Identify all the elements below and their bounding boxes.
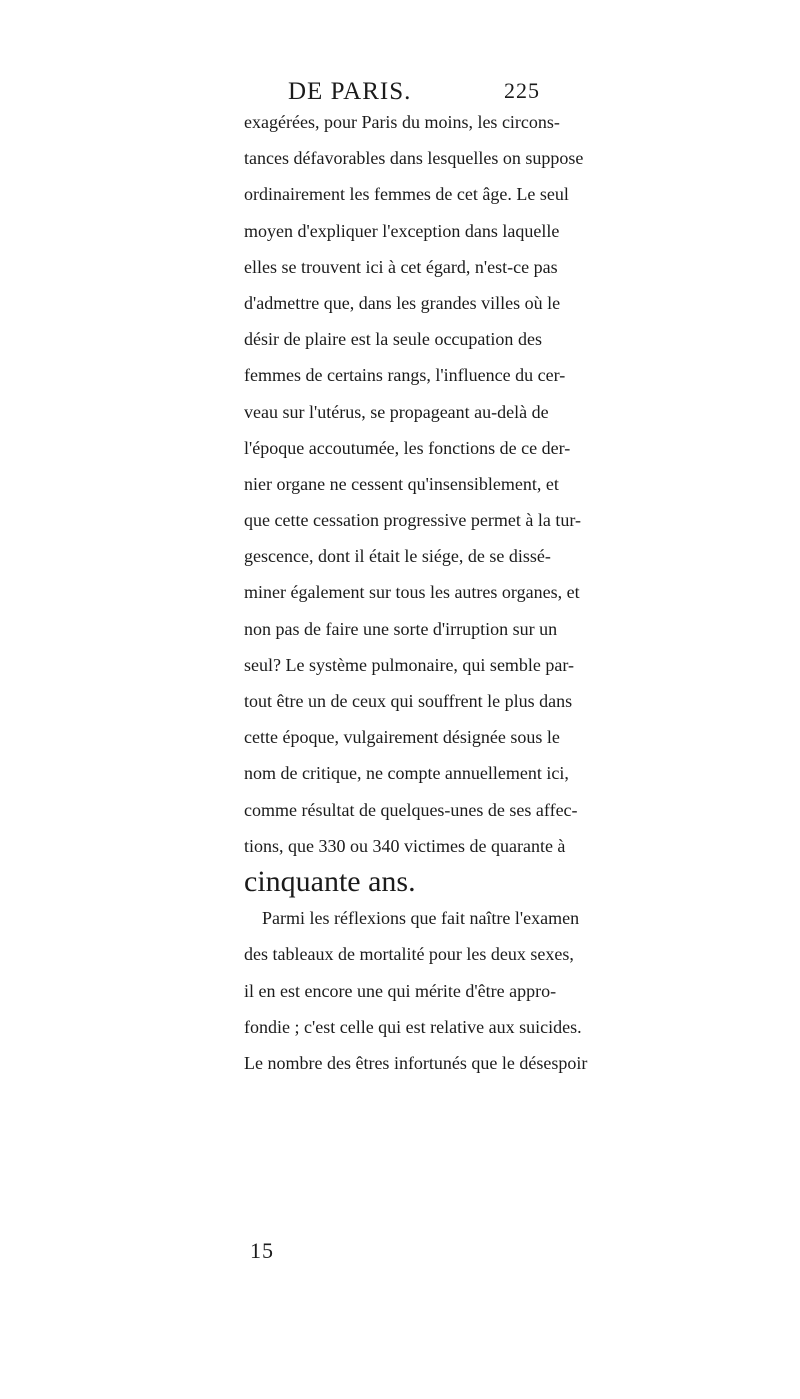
text-line: des tableaux de mortalité pour les deux sexes, — [244, 944, 574, 965]
text-line: Parmi les réflexions que fait naître l'examen — [262, 908, 580, 929]
body-text — [244, 104, 588, 1081]
text-line: femmes de certains rangs, l'influence du cer- — [244, 365, 566, 386]
text-line: comme résultat de quelques-unes de ses affec- — [244, 799, 578, 820]
text-line: fondie ; c'est celle qui est relative aux suicides. — [244, 1016, 582, 1037]
text-line: ordinairement les femmes de cet âge. Le seul — [244, 184, 569, 205]
text-line: exagérées, pour Paris du moins, les circons- — [244, 112, 560, 132]
text-line: l'époque accoutumée, les fonctions de ce der- — [244, 437, 571, 458]
text-line: elles se trouvent ici à cet égard, n'est-ce pas — [244, 256, 558, 277]
text-line: tions, que 330 ou 340 victimes de quarante à — [244, 835, 566, 856]
text-line: miner également sur tous les autres organes, et — [244, 582, 580, 603]
text-line: tout être un de ceux qui souffrent le plus dans — [244, 691, 573, 711]
text-line: il en est encore une qui mérite d'être appro- — [244, 980, 557, 1001]
text-line: moyen d'expliquer l'exception dans laquelle — [244, 220, 560, 241]
text-line: que cette cessation progressive permet à la tur- — [244, 510, 581, 531]
text-line: veau sur l'utérus, se propageant au-delà de — [244, 401, 549, 422]
text-line: seul? Le système pulmonaire, qui semble par- — [244, 654, 575, 675]
running-title: DE PARIS. — [288, 78, 412, 105]
text-line: gescence, dont il était le siége, de se dissé- — [244, 546, 551, 567]
text-line: cette époque, vulgairement désignée sous le — [244, 727, 560, 748]
text-line: nier organe ne cessent qu'insensiblement, et — [244, 473, 559, 494]
signature-mark: 15 — [250, 1238, 274, 1263]
text-line: non pas de faire une sorte d'irruption sur un — [244, 618, 558, 639]
text-line: tances défavorables dans lesquelles on suppose — [244, 148, 584, 169]
text-line: d'admettre que, dans les grandes villes où le — [244, 292, 561, 313]
page-number: 225 — [504, 78, 540, 103]
text-line: cinquante ans. — [244, 864, 416, 898]
text-line: désir de plaire est la seule occupation des — [244, 329, 542, 350]
text-line: Le nombre des êtres infortunés que le désespoir — [244, 1052, 588, 1073]
text-line: nom de critique, ne compte annuellement ici, — [244, 763, 569, 784]
